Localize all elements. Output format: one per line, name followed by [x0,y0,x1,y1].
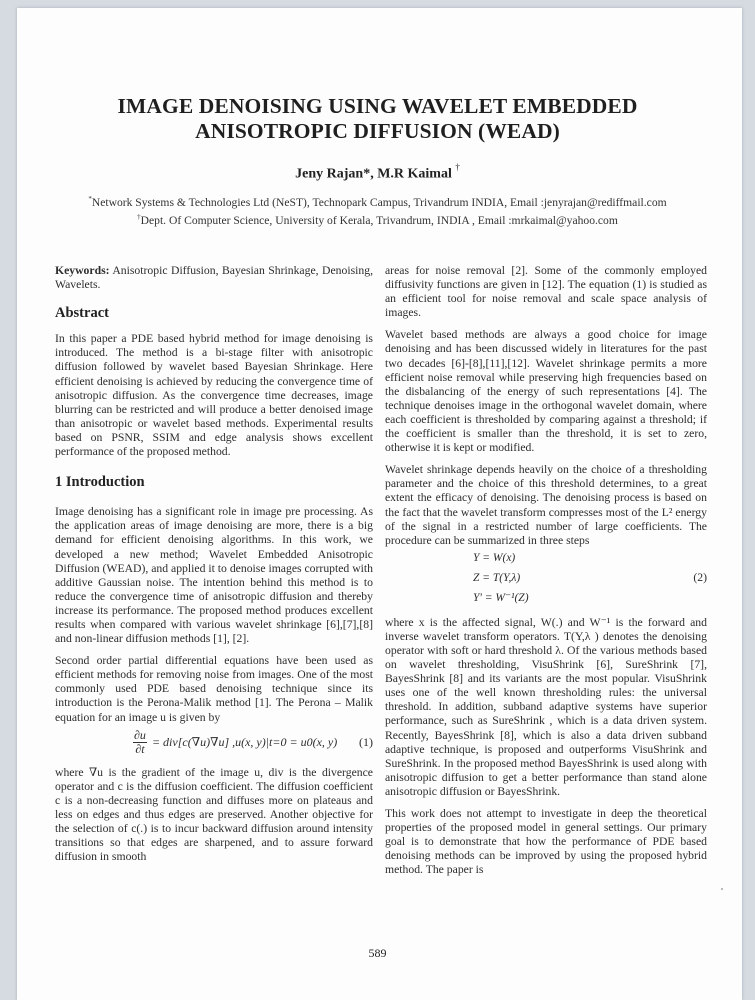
right-paragraph-5: This work does not attempt to investigate in deep the theoretical properties of the proposed model in general settings. Our primary goal is to demonstrate that how the performance of PDE based denoising methods can be improved by using the proposed hybrid method. The paper is [385,807,707,877]
title-line-2: ANISOTROPIC DIFFUSION (WEAD) [195,119,560,143]
authors-line [0,164,755,183]
title-line-1: IMAGE DENOISING USING WAVELET EMBEDDED [117,94,638,118]
intro-paragraph-2: Second order partial differential equations have been used as efficient methods for removing noise from images. One of the most commonly used PDE based denoising technique since its introduction is the Perona-Malik method [1]. The Perona – Malik equation for an image u is given by [55,654,373,724]
affiliation-2 [0,210,755,228]
equation-2-line-3: Y' = W⁻¹(Z) [473,591,529,604]
equation-2-line-2: Z = T(Y,λ) [473,571,521,584]
equation-1-number: (1) [359,735,373,750]
right-paragraph-3: Wavelet shrinkage depends heavily on the choice of a thresholding parameter and the choice of this threshold determines, to a great extent the efficacy of denoising. The denoising process is based on the fact that the wavelet transform compresses most of the L² energy of the signal in a restricted number of large coefficients. The procedure can be summarized in three steps [385,463,707,547]
abstract-text: In this paper a PDE based hybrid method for image denoising is introduced. The method is a bi-stage filter with anisotropic diffusion followed by wavelet based Bayesian Shrinkage. Here efficient denoising is achieved by reducing the convergence time of anisotropic diffusion. As the convergence time decreases, image blurring can be restricted and will produce a better denoised image than anisotropic or wavelet based methods. Experimental results based on PSNR, SSIM and edge analysis shows excellent performance of the proposed method. [55,332,373,459]
equation-1-rhs: = div[c(∇u)∇u] ,u(x, y)|t=0 = u0(x, y) [151,735,338,750]
scan-speck [721,888,723,890]
page-number: 589 [368,946,387,960]
affiliations [0,192,755,228]
right-column [385,264,707,885]
paper-title [0,94,755,144]
authors: Jeny Rajan*, M.R Kaimal [295,166,452,182]
equation-1 [55,729,373,756]
left-column [55,264,373,872]
abstract-heading: Abstract [55,305,109,322]
right-paragraph-4: where x is the affected signal, W(.) and W⁻¹ is the forward and inverse wavelet transform operators. T(Y,λ ) denotes the denoising operator with soft or hard threshold λ. Of the various methods based on wavelet thresholding, VisuShrink [6], SureShrink [7], BayesShrink [8] and its variants are the most popular. VisuShrink uses one of the well known thresholding rules: the universal threshold. In addition, subband adaptive systems have superior performance, such as SureShrink , which is a data driven system. Recently, BayesShrink [8], which is also a data driven subband adaptive technique, is proposed and outperforms VisuShrink and SureShrink. In the proposed method BayesShrink is used along with anisotropic diffusion to get a better performance than stand alone anisotropic diffusion or BayesShrink. [385,615,707,798]
author-dagger-mark: † [455,162,460,172]
right-paragraph-1: areas for noise removal [2]. Some of the commonly employed diffusivity functions are given in [12]. The equation (1) is studied as an efficient tool for noise removal and scale space analysis of images. [385,264,707,320]
keywords [55,264,373,292]
affiliation-text: Dept. Of Computer Science, University of Kerala, Trivandrum, INDIA , Email :mrkaimal@yahoo.com [140,213,618,227]
affiliation-mark: † [137,212,141,221]
fraction-numerator: ∂u [134,727,146,742]
intro-paragraph-3: where ∇u is the gradient of the image u, div is the divergence operator and c is the diffusion coefficient. The diffusion coefficient c is a non-decreasing function and diffuses more on plateaus and less on edges and thus edges are preserved. Another objective for the selection of c(.) is to incur backward diffusion around intensity transitions so that edges are sharpened, and to assure forward diffusion in smooth [55,765,373,864]
equation-2-number: (2) [693,570,707,584]
keywords-label: Keywords: [55,264,110,277]
keywords-text: Anisotropic Diffusion, Bayesian Shrinkage, Denoising, Wavelets. [55,264,373,292]
affiliation-1 [0,192,755,210]
affiliation-mark: * [88,195,92,203]
equation-2-line-1: Y = W(x) [473,551,516,564]
affiliation-text: Network Systems & Technologies Ltd (NeST), Technopark Campus, Trivandrum INDIA, Email :jenyrajan@rediffmail.com [91,195,667,209]
intro-paragraph-1: Image denoising has a significant role in image pre processing. As the application areas of image denoising are more, there is a big demand for efficient denoising algorithms. In this work, we developed a new method; Wavelet Embedded Anisotropic Diffusion (WEAD), and applied it to denoise images corrupted with additive Gaussian noise. The intention behind this method is to reduce the convergence time of anisotropic diffusion and thereby increase its performance. The proposed method produces excellent results when compared with various wavelet shrinkage [6],[7],[8] and non-linear diffusion methods [1], [2]. [55,505,373,646]
fraction-denominator: ∂t [135,741,145,756]
introduction-heading: 1 Introduction [55,474,145,491]
right-paragraph-2: Wavelet based methods are always a good choice for image denoising and has been discussed widely in literatures for the past two decades [6]-[8],[11],[12]. Wavelet shrinkage permits a more efficient noise removal while preserving high frequencies based on the disbalancing of the energy of such representations [4]. The technique denoises image in the orthogonal wavelet domain, where each coefficient is thresholded by comparing against a threshold; if the coefficient is smaller than the threshold, it is set to zero, otherwise it is kept or modified. [385,328,707,455]
partial-derivative-fraction [133,729,147,756]
equation-2 [385,548,707,608]
